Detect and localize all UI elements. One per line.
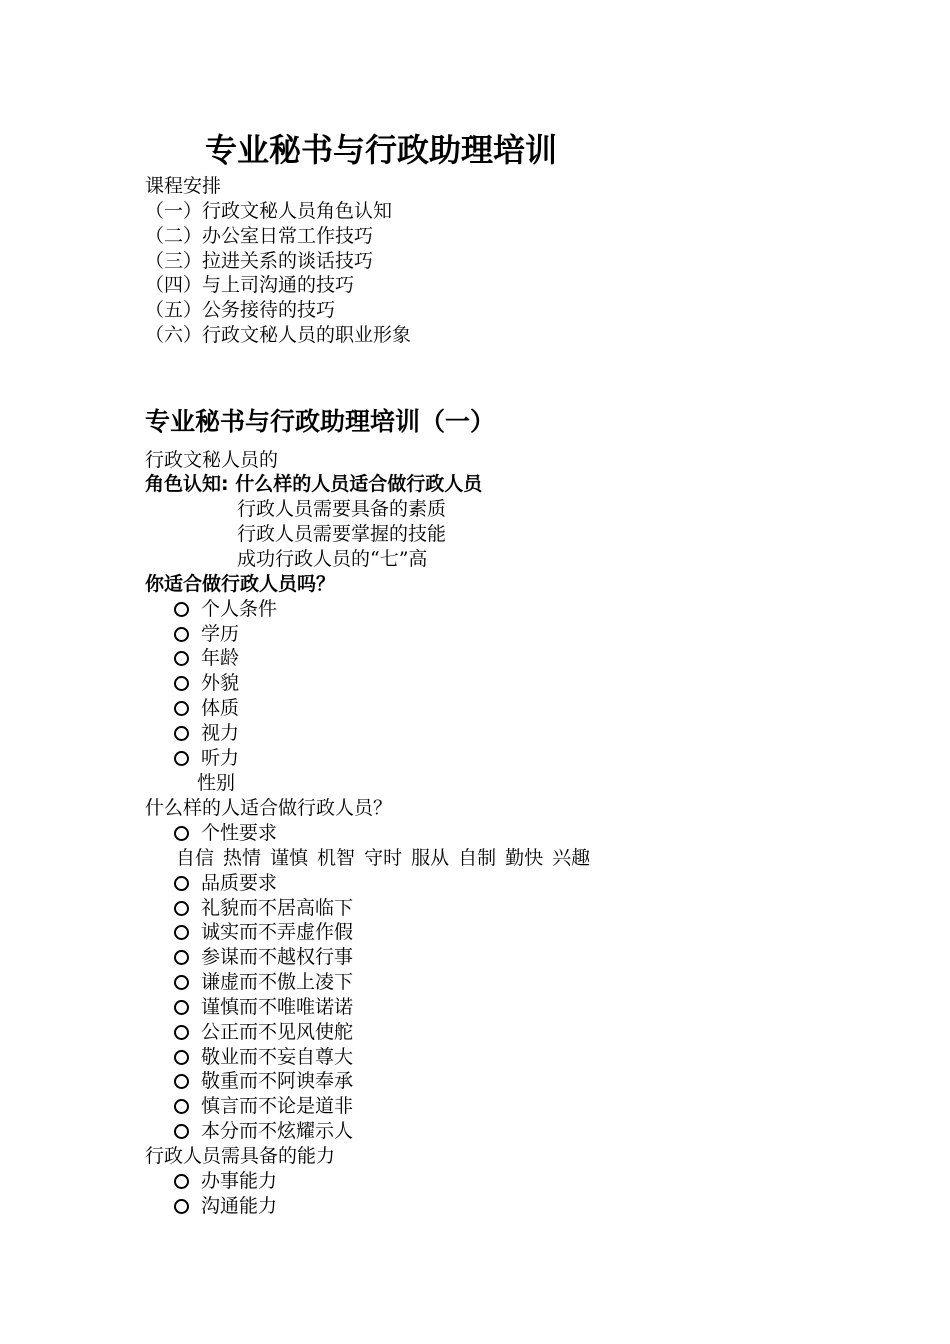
list-item-text: 敬重而不阿谀奉承: [201, 1070, 354, 1092]
circle-bullet-icon: [174, 950, 189, 965]
list-item: [174, 1194, 277, 1218]
list-item-text: 年龄: [201, 647, 240, 669]
schedule-item: （三）拉进关系的谈话技巧: [145, 250, 374, 272]
list-item-text: 沟通能力: [201, 1195, 278, 1217]
suitable-question: 你适合做行政人员吗？: [145, 573, 336, 595]
list-item-text: 体质: [201, 697, 240, 719]
trait: 守时: [364, 847, 403, 869]
circle-bullet-icon: [174, 1050, 189, 1065]
circle-bullet-icon: [174, 826, 189, 841]
list-item-text: 办事能力: [201, 1170, 278, 1192]
document-title: 专业秘书与行政助理培训: [205, 131, 558, 169]
trait: 热情: [223, 847, 262, 869]
schedule-label: 课程安排: [145, 175, 222, 197]
intro-line: 行政文秘人员的: [145, 449, 279, 471]
list-item: [174, 597, 277, 621]
gender-line: 性别: [197, 772, 236, 794]
list-item-text: 品质要求: [201, 872, 278, 894]
list-item: [174, 1069, 353, 1093]
list-item-text: 外貌: [201, 672, 240, 694]
list-item: [174, 970, 353, 994]
list-item: [174, 1094, 353, 1118]
circle-bullet-icon: [174, 1099, 189, 1114]
trait: 谨慎: [270, 847, 309, 869]
schedule-item: （一）行政文秘人员角色认知: [145, 200, 393, 222]
list-item: [174, 646, 239, 670]
list-item-text: 本分而不炫耀示人: [201, 1120, 354, 1142]
what-kind-line: 什么样的人适合做行政人员？: [145, 797, 393, 819]
trait: 机智: [317, 847, 356, 869]
list-item-text: 参谋而不越权行事: [201, 946, 354, 968]
circle-bullet-icon: [174, 1199, 189, 1214]
sub-item: 行政人员需要掌握的技能: [237, 523, 447, 545]
list-item: [174, 1020, 353, 1044]
list-item: [174, 696, 239, 720]
role-line: 角色认知: 什么样的人员适合做行政人员: [145, 473, 483, 495]
schedule-item: （六）行政文秘人员的职业形象: [145, 324, 412, 346]
circle-bullet-icon: [174, 627, 189, 642]
list-item: [174, 721, 239, 745]
list-item-text: 公正而不见风使舵: [201, 1021, 354, 1043]
ability-label: 行政人员需具备的能力: [145, 1145, 336, 1167]
section-heading: 专业秘书与行政助理培训（一）: [145, 407, 496, 436]
circle-bullet-icon: [174, 751, 189, 766]
trait: 自信: [176, 847, 215, 869]
circle-bullet-icon: [174, 876, 189, 891]
circle-bullet-icon: [174, 1025, 189, 1040]
circle-bullet-icon: [174, 651, 189, 666]
list-item-text: 个人条件: [201, 598, 278, 620]
circle-bullet-icon: [174, 676, 189, 691]
list-item-text: 个性要求: [201, 822, 278, 844]
circle-bullet-icon: [174, 701, 189, 716]
circle-bullet-icon: [174, 975, 189, 990]
circle-bullet-icon: [174, 602, 189, 617]
list-item: [174, 821, 277, 845]
traits-line: [176, 846, 599, 870]
list-item: [174, 1169, 277, 1193]
list-item-text: 慎言而不论是道非: [201, 1095, 354, 1117]
circle-bullet-icon: [174, 1174, 189, 1189]
circle-bullet-icon: [174, 925, 189, 940]
list-item: [174, 945, 353, 969]
trait: 勤快: [505, 847, 544, 869]
list-item-text: 谦虚而不傲上凌下: [201, 971, 354, 993]
trait: 兴趣: [552, 847, 591, 869]
list-item-text: 视力: [201, 722, 240, 744]
circle-bullet-icon: [174, 901, 189, 916]
list-item: [174, 1045, 353, 1069]
schedule-item: （四）与上司沟通的技巧: [145, 274, 355, 296]
list-item-text: 听力: [201, 747, 240, 769]
circle-bullet-icon: [174, 1000, 189, 1015]
list-item: [174, 995, 353, 1019]
list-item-text: 敬业而不妄自尊大: [201, 1046, 354, 1068]
list-item: [174, 746, 239, 770]
list-item: [174, 920, 353, 944]
sub-item: 成功行政人员的“七”高: [237, 548, 428, 570]
list-item-text: 礼貌而不居高临下: [201, 897, 354, 919]
circle-bullet-icon: [174, 726, 189, 741]
circle-bullet-icon: [174, 1074, 189, 1089]
trait: 自制: [458, 847, 497, 869]
list-item: [174, 1119, 353, 1143]
list-item: [174, 896, 353, 920]
schedule-item: （五）公务接待的技巧: [145, 299, 336, 321]
schedule-item: （二）办公室日常工作技巧: [145, 225, 374, 247]
list-item: [174, 671, 239, 695]
list-item: [174, 871, 277, 895]
list-item-text: 诚实而不弄虚作假: [201, 921, 354, 943]
sub-item: 行政人员需要具备的素质: [237, 498, 447, 520]
trait: 服从: [411, 847, 450, 869]
circle-bullet-icon: [174, 1124, 189, 1139]
list-item-text: 学历: [201, 623, 240, 645]
list-item-text: 谨慎而不唯唯诺诺: [201, 996, 354, 1018]
list-item: [174, 622, 239, 646]
